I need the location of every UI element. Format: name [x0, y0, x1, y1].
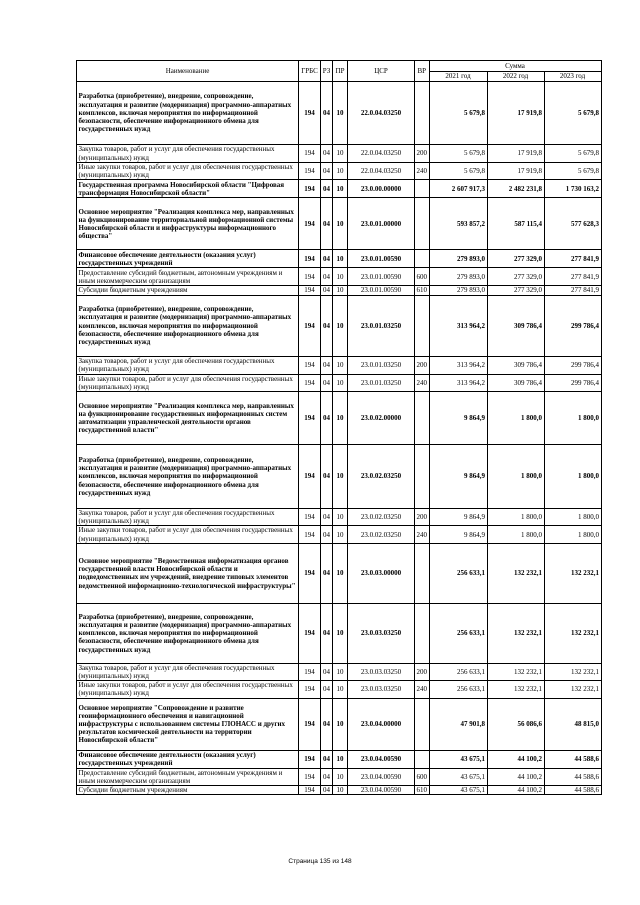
cell-grbs: 194: [299, 286, 321, 295]
table-row: [77, 163, 602, 180]
cell-2022: 309 786,4: [487, 374, 544, 391]
cell-pr: 10: [333, 786, 348, 795]
cell-rz: 04: [321, 543, 333, 603]
cell-pr: 10: [333, 268, 348, 286]
table-row: [77, 526, 602, 543]
table-row: [77, 82, 602, 145]
table-row: [77, 768, 602, 785]
cell-pr: 10: [333, 543, 348, 603]
cell-2021: 47 901,8: [429, 698, 487, 750]
cell-2021: 43 675,1: [429, 750, 487, 768]
cell-vr: [415, 82, 430, 145]
cell-pr: 10: [333, 750, 348, 768]
cell-vr: [415, 750, 430, 768]
cell-grbs: 194: [299, 295, 321, 356]
cell-grbs: 194: [299, 526, 321, 543]
cell-rz: 04: [321, 526, 333, 543]
cell-name: Закупка товаров, работ и услуг для обеспечения государственных (муниципальных) нужд: [77, 145, 299, 163]
cell-2023: 132 232,1: [544, 681, 601, 698]
cell-2023: 299 786,4: [544, 356, 601, 374]
cell-2022: 132 232,1: [487, 681, 544, 698]
cell-2021: 5 679,8: [429, 163, 487, 180]
cell-grbs: 194: [299, 163, 321, 180]
header-pr: ПР: [333, 61, 348, 82]
cell-2023: 132 232,1: [544, 603, 601, 663]
cell-csr: 23.0.03.03250: [348, 663, 415, 680]
cell-grbs: 194: [299, 268, 321, 286]
cell-name: Субсидии бюджетным учреждениям: [77, 286, 299, 295]
cell-2021: 5 679,8: [429, 82, 487, 145]
cell-grbs: 194: [299, 768, 321, 785]
cell-2023: 132 232,1: [544, 543, 601, 603]
cell-2022: 277 329,0: [487, 268, 544, 286]
cell-rz: 04: [321, 681, 333, 698]
cell-pr: 10: [333, 681, 348, 698]
cell-vr: [415, 543, 430, 603]
cell-2023: 5 679,8: [544, 163, 601, 180]
cell-name: Основное мероприятие "Реализация комплекса мер, направленных на функционирование территориальной информационной системы Новосибирской области и инфраструктуры информационного общества": [77, 198, 299, 250]
cell-csr: 23.0.01.03250: [348, 356, 415, 374]
cell-2023: 277 841,9: [544, 250, 601, 268]
cell-2023: 48 815,0: [544, 698, 601, 750]
cell-2023: 577 628,3: [544, 198, 601, 250]
cell-pr: 10: [333, 163, 348, 180]
cell-2021: 9 864,9: [429, 445, 487, 509]
cell-grbs: 194: [299, 250, 321, 268]
cell-csr: 23.0.04.00000: [348, 698, 415, 750]
table-row: [77, 543, 602, 603]
cell-vr: 610: [416, 286, 427, 295]
cell-rz: 04: [321, 356, 333, 374]
cell-name: Субсидии бюджетным учреждениям: [77, 786, 299, 795]
cell-2023: 5 679,8: [544, 82, 601, 145]
cell-rz: 04: [321, 392, 333, 445]
cell-rz: 04: [321, 698, 333, 750]
cell-pr: 10: [333, 145, 348, 163]
cell-2021: 313 964,2: [429, 295, 487, 356]
cell-vr: 600: [415, 768, 430, 785]
cell-2021: 313 964,2: [429, 374, 487, 391]
cell-csr: 23.0.01.03250: [348, 295, 415, 356]
header-name: Наименование: [77, 61, 299, 82]
cell-grbs: 194: [299, 356, 321, 374]
cell-name: Иные закупки товаров, работ и услуг для обеспечения государственных (муниципальных) нужд: [77, 374, 299, 391]
header-grbs: ГРБС: [299, 61, 321, 82]
cell-grbs: 194: [299, 145, 321, 163]
cell-rz: 04: [321, 750, 333, 768]
cell-pr: 10: [333, 392, 348, 445]
cell-2023: 44 588,6: [544, 750, 601, 768]
table-row: [77, 509, 602, 526]
cell-grbs: 194: [299, 603, 321, 663]
header-year-2021: 2021 год: [429, 72, 487, 82]
table-row: [77, 250, 602, 268]
cell-2022: 17 919,8: [487, 163, 544, 180]
table-row: [77, 295, 602, 356]
cell-2022: 309 786,4: [487, 356, 544, 374]
cell-csr: 23.0.04.00590: [348, 768, 415, 785]
cell-grbs: 194: [299, 374, 321, 391]
cell-2021: 256 633,1: [429, 681, 487, 698]
cell-2021: 279 893,0: [429, 250, 487, 268]
cell-vr: [415, 698, 430, 750]
cell-grbs: 194: [299, 198, 321, 250]
cell-2021: 313 964,2: [429, 356, 487, 374]
cell-csr: 23.0.04.00590: [348, 750, 415, 768]
cell-rz: 04: [321, 198, 333, 250]
cell-rz: 04: [321, 295, 333, 356]
cell-pr: 10: [333, 698, 348, 750]
cell-csr: 23.0.03.03250: [348, 681, 415, 698]
cell-2023: 277 841,9: [544, 268, 601, 286]
cell-csr: 23.0.01.03250: [348, 374, 415, 391]
cell-vr: 600: [415, 268, 430, 286]
cell-rz: 04: [321, 82, 333, 145]
table-body: [77, 82, 602, 795]
cell-pr: 10: [333, 356, 348, 374]
cell-rz: 04: [321, 768, 333, 785]
cell-2023: 1 800,0: [544, 526, 601, 543]
cell-2022: 587 115,4: [487, 198, 544, 250]
header-year-2023: 2023 год: [544, 72, 601, 82]
cell-2022: 1 800,0: [487, 445, 544, 509]
cell-name: Финансовое обеспечение деятельности (оказания услуг) государственных учреждений: [77, 750, 299, 768]
table-row: [77, 286, 602, 295]
cell-rz: 04: [321, 250, 333, 268]
cell-grbs: 194: [299, 663, 321, 680]
cell-vr: 200: [415, 145, 430, 163]
cell-2022: 132 232,1: [487, 663, 544, 680]
cell-2021: 43 675,1: [429, 768, 487, 785]
cell-csr: 23.0.02.03250: [348, 445, 415, 509]
cell-vr: [415, 295, 430, 356]
cell-name: Разработка (приобретение), внедрение, сопровождение, эксплуатация и развитие (модернизация) программно-аппаратных комплексов, включая мероприятия по информационной безопасности, обеспечение информационного обмена для государственных нужд: [77, 295, 299, 356]
cell-2021: 9 864,9: [429, 392, 487, 445]
cell-csr: 23.0.01.00590: [348, 250, 415, 268]
cell-2022: 277 329,0: [487, 250, 544, 268]
cell-grbs: 194: [299, 445, 321, 509]
cell-csr: 23.0.00.00000: [348, 180, 415, 198]
cell-rz: 04: [321, 180, 333, 198]
cell-2022: 1 800,0: [487, 392, 544, 445]
cell-vr: 240: [415, 163, 430, 180]
cell-2023: 277 841,9: [544, 286, 601, 295]
cell-2023: 5 679,8: [544, 145, 601, 163]
cell-rz: 04: [321, 163, 333, 180]
cell-pr: 10: [333, 286, 348, 295]
cell-pr: 10: [333, 663, 348, 680]
cell-2023: 1 730 163,2: [544, 180, 601, 198]
cell-csr: 22.0.04.03250: [348, 145, 415, 163]
cell-2021: 279 893,0: [429, 268, 487, 286]
cell-csr: 22.0.04.03250: [348, 163, 415, 180]
cell-2023: 132 232,1: [544, 663, 601, 680]
cell-2021: 593 857,2: [429, 198, 487, 250]
cell-name: Разработка (приобретение), внедрение, сопровождение, эксплуатация и развитие (модернизация) программно-аппаратных комплексов, включая мероприятия по информационной безопасности, обеспечение информационного обмена для государственных нужд: [77, 445, 299, 509]
table-row: [77, 392, 602, 445]
cell-vr: 200: [415, 509, 430, 526]
cell-csr: 23.0.04.00590: [348, 786, 415, 795]
cell-2022: 132 232,1: [487, 603, 544, 663]
cell-name: Предоставление субсидий бюджетным, автономным учреждениям и иным некоммерческим организациям: [77, 768, 299, 785]
cell-2023: 1 800,0: [544, 509, 601, 526]
cell-name: Разработка (приобретение), внедрение, сопровождение, эксплуатация и развитие (модернизация) программно-аппаратных комплексов, включая мероприятия по информационной безопасности, обеспечение информационного обмена для государственных нужд: [77, 603, 299, 663]
cell-csr: 23.0.01.00000: [348, 198, 415, 250]
table-row: [77, 268, 602, 286]
cell-grbs: 194: [299, 750, 321, 768]
cell-grbs: 194: [299, 681, 321, 698]
cell-name: Основное мероприятие "Ведомственная информатизация органов государственной власти Новосибирской области и подведомственных им учреждений, внедрение типовых элементов ведомственной информационно-технологической инфраструктуры": [77, 543, 299, 603]
cell-2023: 44 588,6: [544, 768, 601, 785]
cell-2023: 299 786,4: [544, 295, 601, 356]
cell-vr: 240: [415, 526, 430, 543]
cell-name: Иные закупки товаров, работ и услуг для обеспечения государственных (муниципальных) нужд: [77, 163, 299, 180]
table-row: [77, 681, 602, 698]
header-vr: ВР: [415, 61, 430, 82]
table-row: [77, 603, 602, 663]
cell-vr: 200: [415, 356, 430, 374]
table-row: [77, 356, 602, 374]
cell-grbs: 194: [299, 392, 321, 445]
cell-2023: 1 800,0: [544, 445, 601, 509]
cell-2021: 9 864,9: [429, 526, 487, 543]
cell-name: Государственная программа Новосибирской области "Цифровая трансформация Новосибирской области": [77, 180, 299, 198]
cell-2021: 2 607 917,3: [429, 180, 487, 198]
cell-csr: 23.0.02.00000: [348, 392, 415, 445]
cell-2023: 44 588,6: [544, 786, 601, 795]
cell-vr: 240: [415, 374, 430, 391]
cell-name: Закупка товаров, работ и услуг для обеспечения государственных (муниципальных) нужд: [77, 356, 299, 374]
table-row: [77, 750, 602, 768]
cell-grbs: 194: [299, 698, 321, 750]
table-row: [77, 445, 602, 509]
cell-2022: 17 919,8: [487, 82, 544, 145]
table-row: [77, 786, 602, 795]
cell-2022: 1 800,0: [487, 526, 544, 543]
cell-pr: 10: [333, 445, 348, 509]
cell-2023: 1 800,0: [544, 392, 601, 445]
cell-rz: 04: [321, 286, 333, 295]
page-number: Страница 135 из 148: [288, 858, 352, 865]
cell-pr: 10: [333, 374, 348, 391]
cell-pr: 10: [333, 198, 348, 250]
cell-rz: 04: [321, 603, 333, 663]
cell-name: Иные закупки товаров, работ и услуг для обеспечения государственных (муниципальных) нужд: [77, 526, 299, 543]
cell-pr: 10: [333, 768, 348, 785]
table-row: [77, 698, 602, 750]
cell-name: Финансовое обеспечение деятельности (оказания услуг) государственных учреждений: [77, 250, 299, 268]
cell-csr: 22.0.04.03250: [348, 82, 415, 145]
cell-csr: 23.0.02.03250: [348, 509, 415, 526]
cell-2022: 44 100,2: [487, 750, 544, 768]
header-sum: Сумма: [429, 61, 601, 72]
cell-2021: 256 633,1: [429, 663, 487, 680]
cell-name: Закупка товаров, работ и услуг для обеспечения государственных (муниципальных) нужд: [77, 663, 299, 680]
cell-csr: 23.0.03.00000: [348, 543, 415, 603]
cell-2021: 9 864,9: [429, 509, 487, 526]
cell-name: Предоставление субсидий бюджетным, автономным учреждениям и иным некоммерческим организациям: [77, 268, 299, 286]
table-row: [77, 180, 602, 198]
cell-rz: 04: [321, 786, 333, 795]
cell-vr: [415, 250, 430, 268]
cell-2022: 44 100,2: [487, 786, 544, 795]
cell-2021: 43 675,1: [429, 786, 487, 795]
cell-vr: [415, 198, 430, 250]
cell-grbs: 194: [299, 180, 321, 198]
cell-rz: 04: [321, 663, 333, 680]
cell-rz: 04: [321, 268, 333, 286]
cell-2022: 56 086,6: [487, 698, 544, 750]
cell-2022: 1 800,0: [487, 509, 544, 526]
cell-2022: 277 329,0: [487, 286, 544, 295]
cell-csr: 23.0.03.03250: [348, 603, 415, 663]
header-csr: ЦСР: [348, 61, 415, 82]
cell-2021: 5 679,8: [429, 145, 487, 163]
cell-vr: [415, 180, 430, 198]
header-rz: РЗ: [321, 61, 333, 82]
cell-grbs: 194: [299, 543, 321, 603]
table-header: [77, 61, 602, 82]
cell-2022: 2 482 231,8: [487, 180, 544, 198]
cell-name: Закупка товаров, работ и услуг для обеспечения государственных (муниципальных) нужд: [77, 509, 299, 526]
cell-pr: 10: [333, 180, 348, 198]
table-row: [77, 145, 602, 163]
cell-pr: 10: [333, 603, 348, 663]
cell-csr: 23.0.01.00590: [348, 268, 415, 286]
cell-name: Иные закупки товаров, работ и услуг для обеспечения государственных (муниципальных) нужд: [77, 681, 299, 698]
cell-grbs: 194: [299, 509, 321, 526]
cell-2022: 132 232,1: [487, 543, 544, 603]
cell-vr: [415, 445, 430, 509]
header-year-2022: 2022 год: [487, 72, 544, 82]
cell-2021: 256 633,1: [429, 543, 487, 603]
cell-pr: 10: [333, 509, 348, 526]
cell-vr: 200: [415, 663, 430, 680]
cell-csr: 23.0.02.03250: [348, 526, 415, 543]
cell-vr: 240: [415, 681, 430, 698]
table-row: [77, 374, 602, 391]
cell-vr: [415, 392, 430, 445]
table-row: [77, 663, 602, 680]
cell-vr: 610: [416, 786, 427, 795]
cell-pr: 10: [333, 250, 348, 268]
cell-2021: 279 893,0: [429, 286, 487, 295]
cell-pr: 10: [333, 526, 348, 543]
cell-vr: [415, 603, 430, 663]
cell-grbs: 194: [299, 786, 321, 795]
cell-name: Разработка (приобретение), внедрение, сопровождение, эксплуатация и развитие (модернизация) программно-аппаратных комплексов, включая мероприятия по информационной безопасности, обеспечение информационного обмена для государственных нужд: [77, 82, 299, 145]
cell-2022: 17 919,8: [487, 145, 544, 163]
table-row: [77, 198, 602, 250]
cell-csr: 23.0.01.00590: [348, 286, 415, 295]
cell-2021: 256 633,1: [429, 603, 487, 663]
cell-rz: 04: [321, 145, 333, 163]
cell-rz: 04: [321, 374, 333, 391]
cell-2022: 309 786,4: [487, 295, 544, 356]
cell-name: Основное мероприятие "Сопровождение и развитие геоинформационного обеспечения и навигационной инфраструктуры с использованием системы ГЛОНАСС и других результатов космической деятельности на территории Новосибирской области": [77, 698, 299, 750]
cell-2022: 44 100,2: [487, 768, 544, 785]
cell-grbs: 194: [299, 82, 321, 145]
cell-rz: 04: [321, 509, 333, 526]
cell-name: Основное мероприятие "Реализация комплекса мер, направленных на функционирование государственных информационных систем автоматизации управленческой деятельности органов государственной власти": [77, 392, 299, 445]
budget-table: [76, 60, 602, 795]
cell-2023: 299 786,4: [544, 374, 601, 391]
cell-pr: 10: [333, 295, 348, 356]
cell-rz: 04: [321, 445, 333, 509]
cell-pr: 10: [333, 82, 348, 145]
